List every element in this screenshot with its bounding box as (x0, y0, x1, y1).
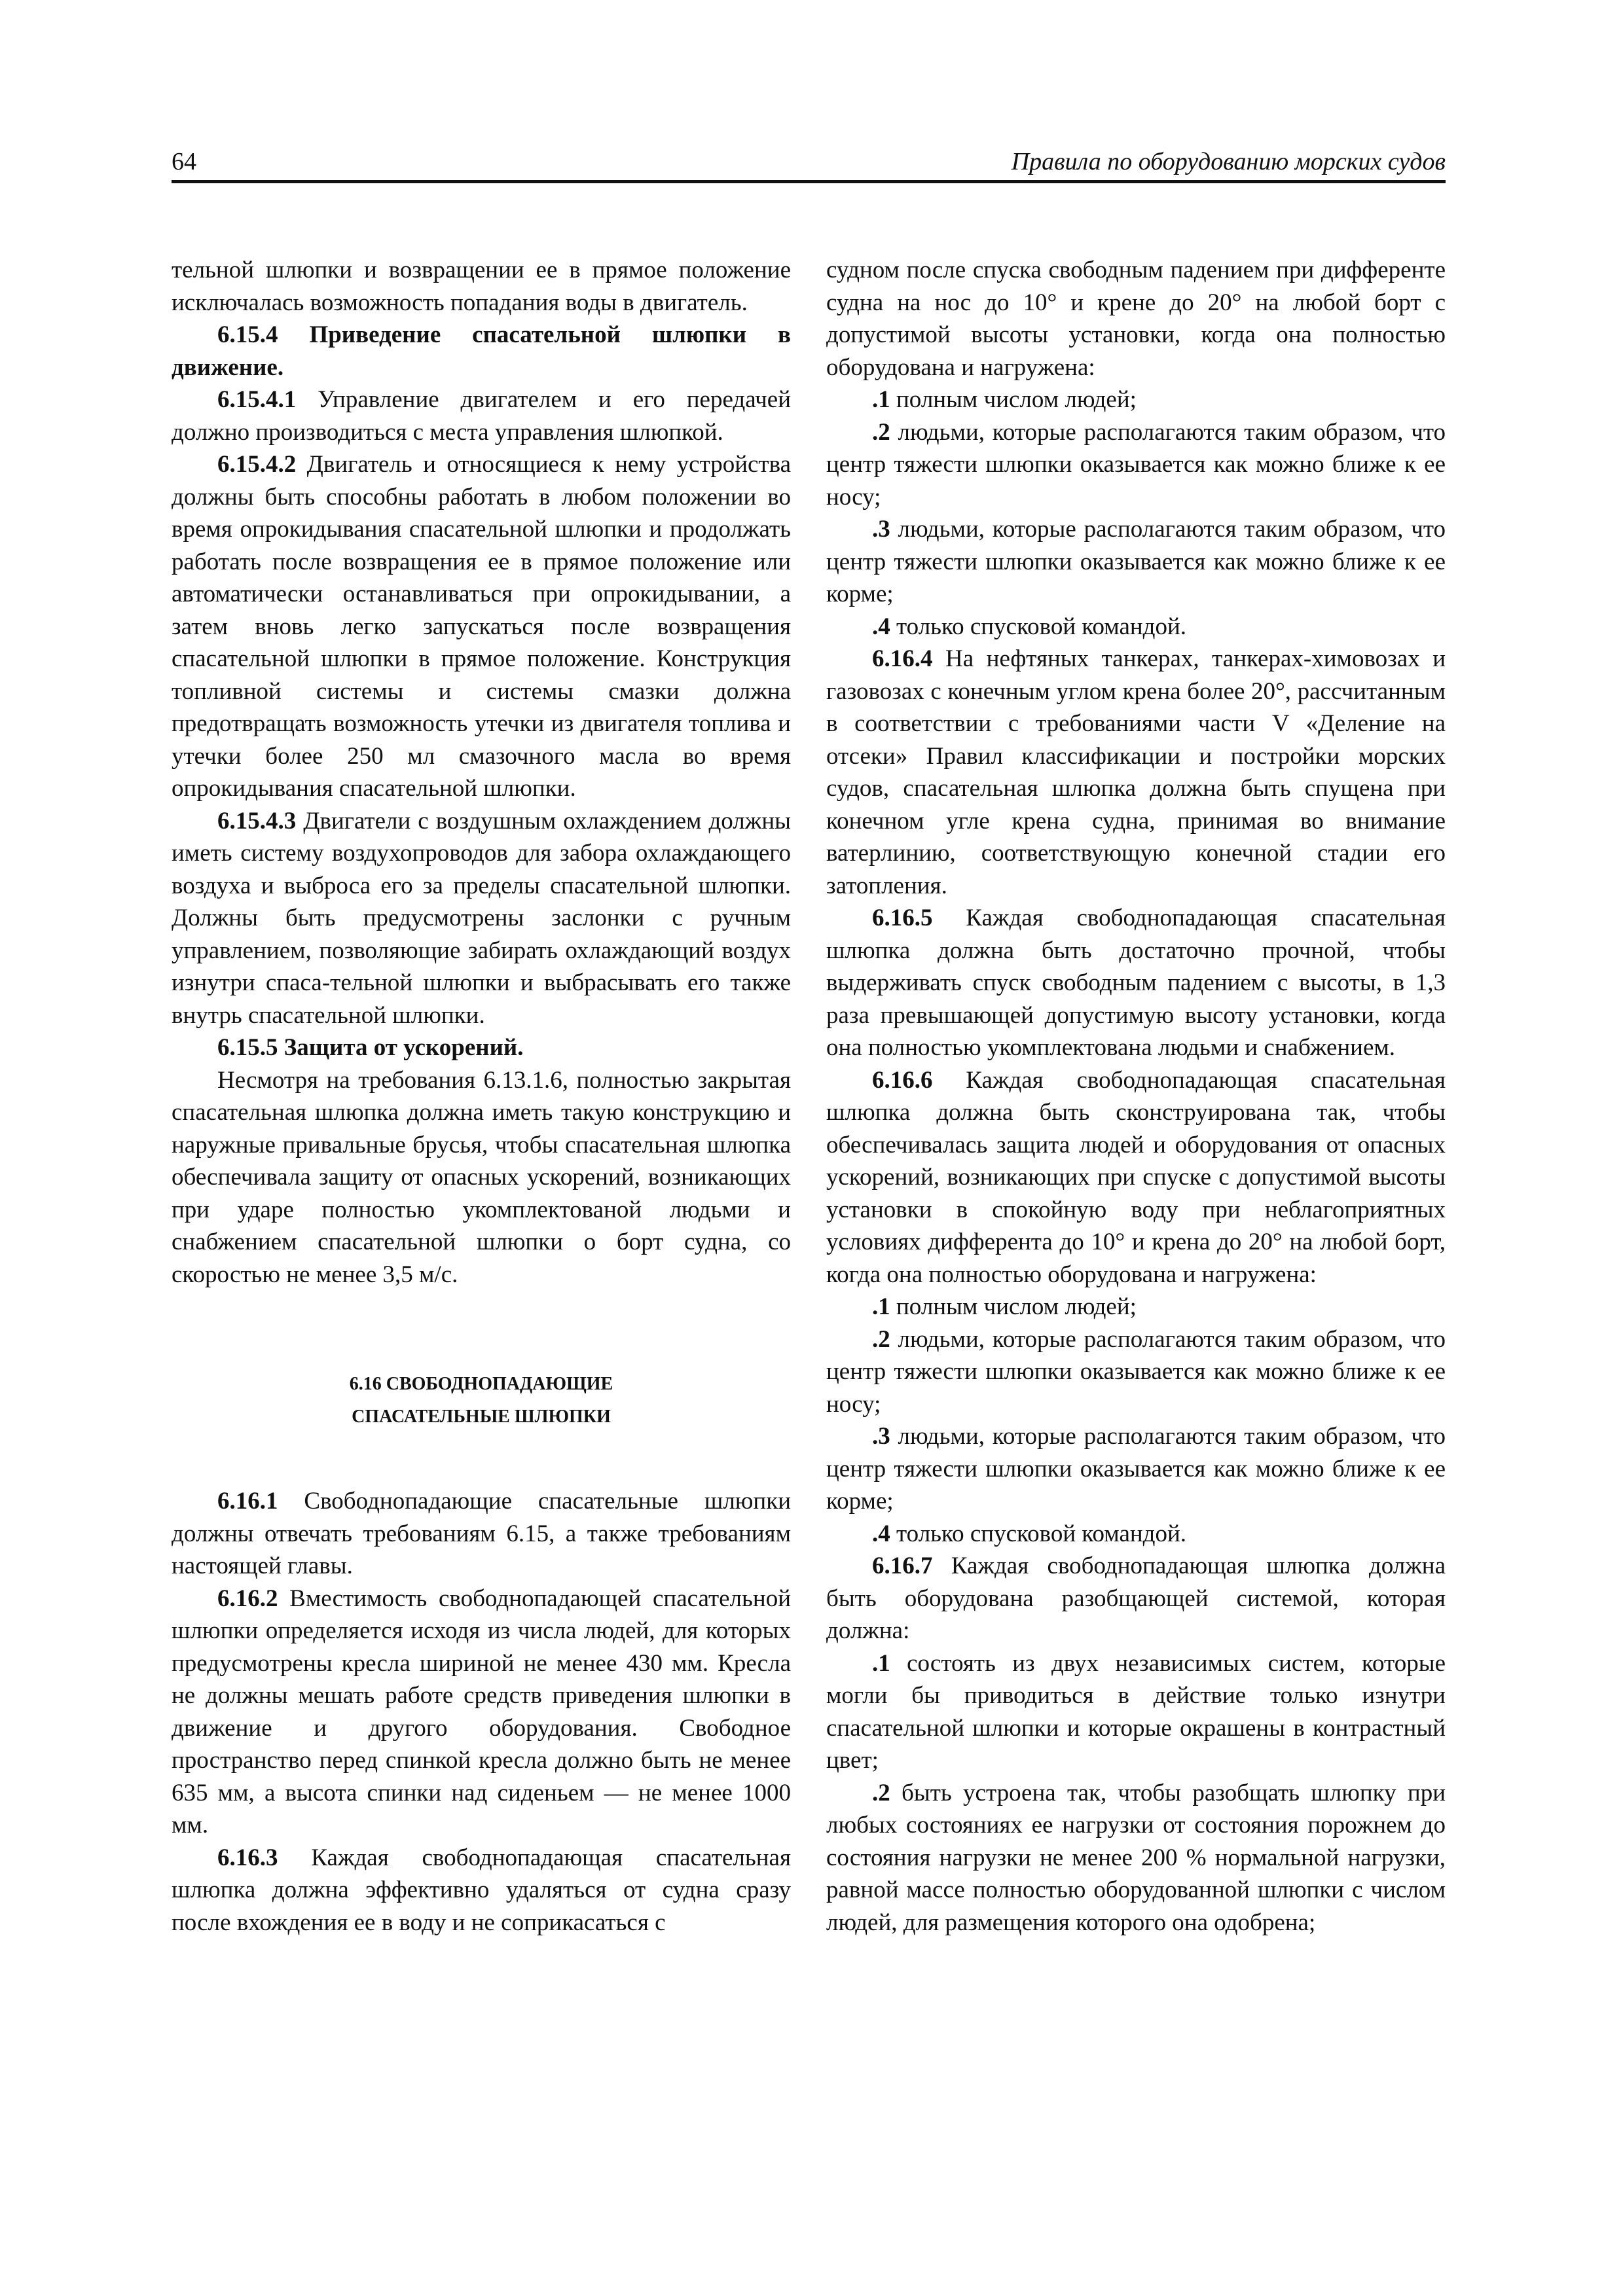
list-item-2 (826, 1777, 1446, 1939)
clause-number: 6.16.3 (217, 1844, 278, 1871)
list-item-4 (826, 1518, 1446, 1551)
clause-text: Свободнопадающие спасательные шлюпки должны отвечать требованиям 6.15, а также требованиям настоящей главы. (172, 1488, 791, 1579)
paragraph-6-16-1 (172, 1485, 791, 1583)
list-item-3 (826, 1420, 1446, 1518)
list-item-2 (826, 416, 1446, 514)
clause-text: Управление двигателем и его передачей должно производиться с места управления шлюпкой. (172, 386, 791, 446)
clause-text: Вместимость свободнопадающей спасательной шлюпки определяется исходя из числа людей, для которых предусмотрены кресла шириной не менее 430 мм. Кресла не должны мешать работе средств приведения шлюпки в движение и другого оборудования. Свободное пространство перед спинкой кресла должно быть не менее 635 мм, а высота спинки над сиденьем — не менее 1000 мм. (172, 1585, 791, 1839)
clause-text: Каждая свободнопадающая спасательная шлюпка должна быть достаточно прочной, чтобы выдерживать спуск свободным падением с высоты, в 1,3 раза превышающей допустимую высоту установки, когда она полностью укомплектована людьми и снабжением. (826, 905, 1446, 1061)
list-marker: .4 (872, 613, 890, 640)
clause-number: 6.15.4.2 (217, 451, 297, 478)
clause-number: 6.16.2 (217, 1585, 278, 1612)
clause-text: На нефтяных танкерах, танкерах-химовозах и газовозах с конечным углом крена более 20°, рассчитанным в соответствии с требованиями части V «Деление на отсеки» Правил классификации и постройки морских судов, спасательная шлюпка должна быть спущена при конечном угле крена судна, принимая во внимание ватерлинию, соответствующую конечной стадии его затопления. (826, 645, 1446, 899)
clause-text: Двигатели с воздушным охлаждением должны иметь систему воздухопроводов для забора охлаждающего воздуха и выброса его за пределы спасательной шлюпки. Должны быть предусмотрены заслонки с ручным управлением, позволяющие забирать охлаждающий воздух изнутри спаса-тельной шлюпки и выбрасывать его также внутрь спасательной шлюпки. (172, 807, 791, 1029)
page-number: 64 (172, 148, 196, 175)
list-item-3 (826, 513, 1446, 611)
paragraph-6-16-3 (172, 1842, 791, 1939)
list-item-text: полным числом людей; (890, 386, 1137, 413)
list-marker: .2 (872, 418, 890, 446)
section-title-line-1: 6.16 СВОБОДНОПАДАЮЩИЕ (349, 1374, 613, 1394)
list-item-text: людьми, которые располагаются таким образом, что центр тяжести шлюпки оказывается как можно ближе к ее носу; (826, 418, 1446, 511)
list-item-2 (826, 1323, 1446, 1421)
paragraph-continuation: судном после спуска свободным падением при дифференте судна на нос до 10° и крене до 20° на любой борт с допустимой высоты установки, когда она полностью оборудована и нагружена: (826, 257, 1446, 381)
right-column (826, 254, 1446, 1939)
list-item-1 (826, 1291, 1446, 1323)
page-header (172, 141, 1446, 183)
paragraph-6-16-6 (826, 1064, 1446, 1291)
clause-number: 6.16.6 (872, 1066, 933, 1094)
list-item-text: людьми, которые располагаются таким образом, что центр тяжести шлюпки оказывается как можно ближе к ее носу; (826, 1325, 1446, 1418)
list-marker: .2 (872, 1325, 890, 1353)
list-marker: .1 (872, 1293, 890, 1320)
list-marker: .3 (872, 1423, 890, 1450)
list-marker: .1 (872, 386, 890, 413)
list-item-text: быть устроена так, чтобы разобщать шлюпку при любых состояниях ее нагрузки от состояния порожнем до состояния нагрузки не менее 200 % нормальной нагрузки, равной массе полностью оборудованной шлюпки с числом людей, для размещения которого она одобрена; (826, 1779, 1446, 1936)
running-title: Правила по оборудованию морских судов (1011, 148, 1446, 175)
clause-text: Каждая свободнопадающая спасательная шлюпка должна быть сконструирована так, чтобы обеспечивалась защита людей и оборудования от опасных ускорений, возникающих при спуске с допустимой высоты установки в спокойную воду при неблагоприятных условиях дифферента до 10° и крена до 20° на любой борт, когда она полностью оборудована и нагружена: (826, 1066, 1446, 1288)
paragraph-6-16-2 (172, 1583, 791, 1842)
list-marker: .3 (872, 516, 890, 543)
paragraph-continuation: тельной шлюпки и возвращении ее в прямое положение исключалась возможность попадания воды в двигатель. (172, 257, 791, 316)
list-item-1 (826, 384, 1446, 416)
clause-number: 6.16.4 (872, 645, 933, 672)
paragraph-6-16-7 (826, 1550, 1446, 1647)
list-marker: .2 (872, 1779, 890, 1806)
clause-number: 6.16.5 (872, 905, 933, 931)
paragraph-6-15-4-3 (172, 805, 791, 1032)
subsection-heading-6-15-5: 6.15.5 Защита от ускорений. (217, 1034, 524, 1061)
list-marker: .4 (872, 1520, 890, 1547)
section-title-line-2: СПАСАТЕЛЬНЫЕ ШЛЮПКИ (352, 1406, 611, 1427)
clause-number: 6.15.4.3 (217, 807, 297, 834)
clause-number: 6.15.4.1 (217, 386, 297, 413)
paragraph-6-15-5-text: Несмотря на требования 6.13.1.6, полностью закрытая спасательная шлюпка должна иметь такую конструкцию и наружные привальные брусья, чтобы спасательная шлюпка обеспечивала защиту от опасных ускорений, возникающих при ударе полностью укомплектованой людьми и снабжением спасательной шлюпки о борт судна, со скоростью не менее 3,5 м/с. (172, 1066, 791, 1288)
clause-text: Двигатель и относящиеся к нему устройства должны быть способны работать в любом положении во время опрокидывания спасательной шлюпки и продолжать работать после возвращения ее в прямое положение или автоматически останавливаться при опрокидывании, а затем вновь легко запускаться после возвращения спасательной шлюпки в прямое положение. Конструкция топливной системы и системы смазки должна предотвращать возможность утечки из двигателя топлива и утечки более 250 мл смазочного масла во время опрокидывания спасательной шлюпки. (172, 451, 791, 802)
paragraph-6-16-5 (826, 902, 1446, 1064)
subsection-heading-6-15-4: 6.15.4 Приведение спасательной шлюпки в движение. (172, 321, 791, 381)
list-item-4 (826, 611, 1446, 643)
paragraph-6-15-4-2 (172, 448, 791, 805)
paragraph-6-15-4-1 (172, 384, 791, 448)
list-item-text: полным числом людей; (890, 1293, 1137, 1320)
section-heading-6-16 (172, 1368, 791, 1433)
clause-text: Каждая свободнопадающая спасательная шлюпка должна эффективно удаляться от судна сразу после вхождения ее в воду и не соприкасаться с (172, 1844, 791, 1936)
paragraph-6-16-4 (826, 643, 1446, 902)
clause-text: Каждая свободнопадающая шлюпка должна быть оборудована разобщающей системой, которая должна: (826, 1552, 1446, 1644)
left-column (172, 254, 791, 1939)
list-item-1 (826, 1647, 1446, 1777)
list-item-text: только спусковой командой. (890, 613, 1187, 640)
list-item-text: людьми, которые располагаются таким образом, что центр тяжести шлюпки оказывается как можно ближе к ее корме; (826, 1423, 1446, 1515)
list-item-text: состоять из двух независимых систем, которые могли бы приводиться в действие только изнутри спасательной шлюпки и которые окрашены в контрастный цвет; (826, 1649, 1446, 1774)
list-item-text: людьми, которые располагаются таким образом, что центр тяжести шлюпки оказывается как можно ближе к ее корме; (826, 516, 1446, 607)
clause-number: 6.16.7 (872, 1552, 933, 1579)
list-item-text: только спусковой командой. (890, 1520, 1187, 1547)
list-marker: .1 (872, 1649, 890, 1677)
clause-number: 6.16.1 (217, 1488, 278, 1515)
